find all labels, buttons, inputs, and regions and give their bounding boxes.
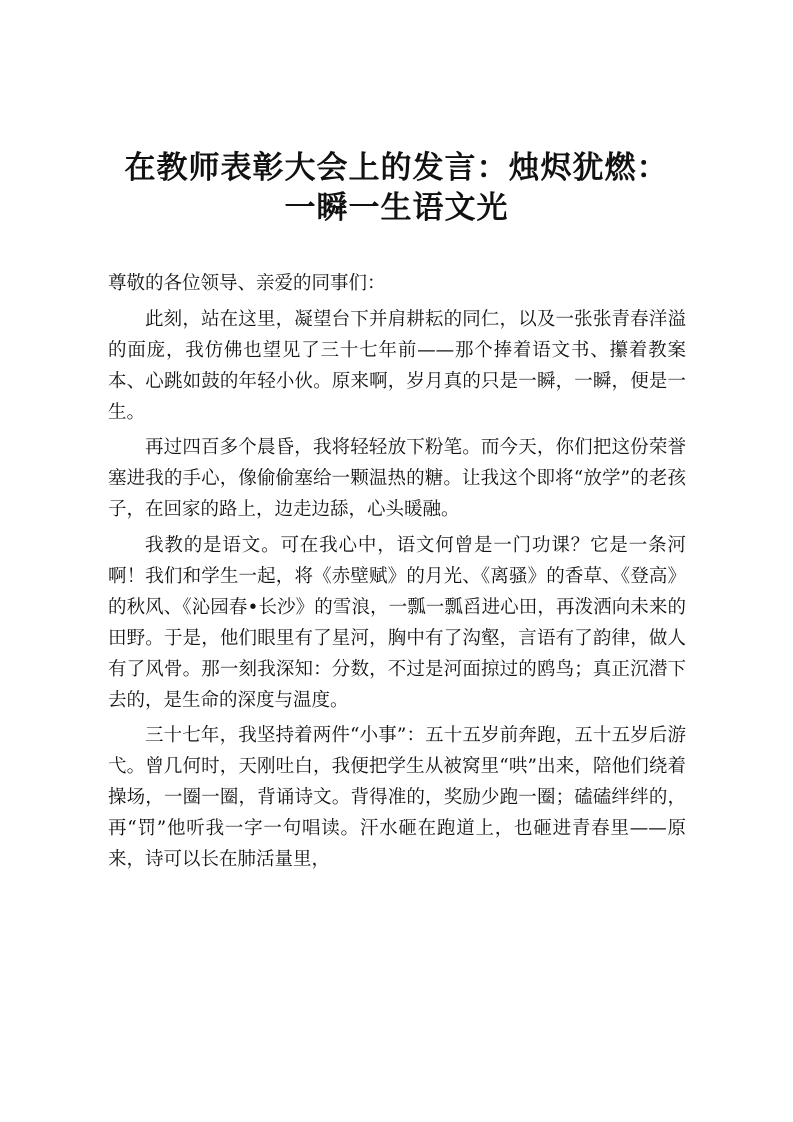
paragraph-4: 三十七年，我坚持着两件“小事”：五十五岁前奔跑，五十五岁后游弋。曾几何时，天刚吐白，我便把学生从被窝里“哄”出来，陪他们绕着操场，一圈一圈，背诵诗文。背得准的，奖励少跑一圈；磕磕绊绊的，再“罚”他听我一字一句唱读。汗水砸在跑道上，也砸进青春里——原来，诗可以长在肺活量里，: [108, 725, 686, 870]
salutation: 尊敬的各位领导、亲爱的同事们：: [108, 273, 386, 294]
paragraph-2: 再过四百多个晨昏，我将轻轻放下粉笔。而今天，你们把这份荣誉塞进我的手心，像偷偷塞给一颗温热的糖。让我这个即将“放学”的老孩子，在回家的路上，边走边舔，心头暖融。: [108, 437, 686, 520]
document-title: [60, 148, 733, 228]
document-body: [108, 268, 686, 880]
title-line-2: 一瞬一生语文光: [284, 190, 509, 226]
paragraph-1: 此刻，站在这里，凝望台下并肩耕耘的同仁，以及一张张青春洋溢的面庞，我仿佛也望见了三十七年前——那个捧着语文书、攥着教案本、心跳如鼓的年轻小伙。原来啊，岁月真的只是一瞬，一瞬，便是一生。: [108, 308, 686, 423]
paragraph-3: 我教的是语文。可在我心中，语文何曾是一门功课？它是一条河啊！我们和学生一起，将《赤壁赋》的月光、《离骚》的香草、《登高》的秋风、《沁园春•长沙》的雪浪，一瓢一瓢舀进心田，再泼洒向未来的田野。于是，他们眼里有了星河，胸中有了沟壑，言语有了韵律，做人有了风骨。那一刻我深知：分数，不过是河面掠过的鸥鸟；真正沉潜下去的，是生命的深度与温度。: [108, 534, 686, 711]
title-line-1: 在教师表彰大会上的发言：烛烬犹燃：: [124, 150, 669, 186]
